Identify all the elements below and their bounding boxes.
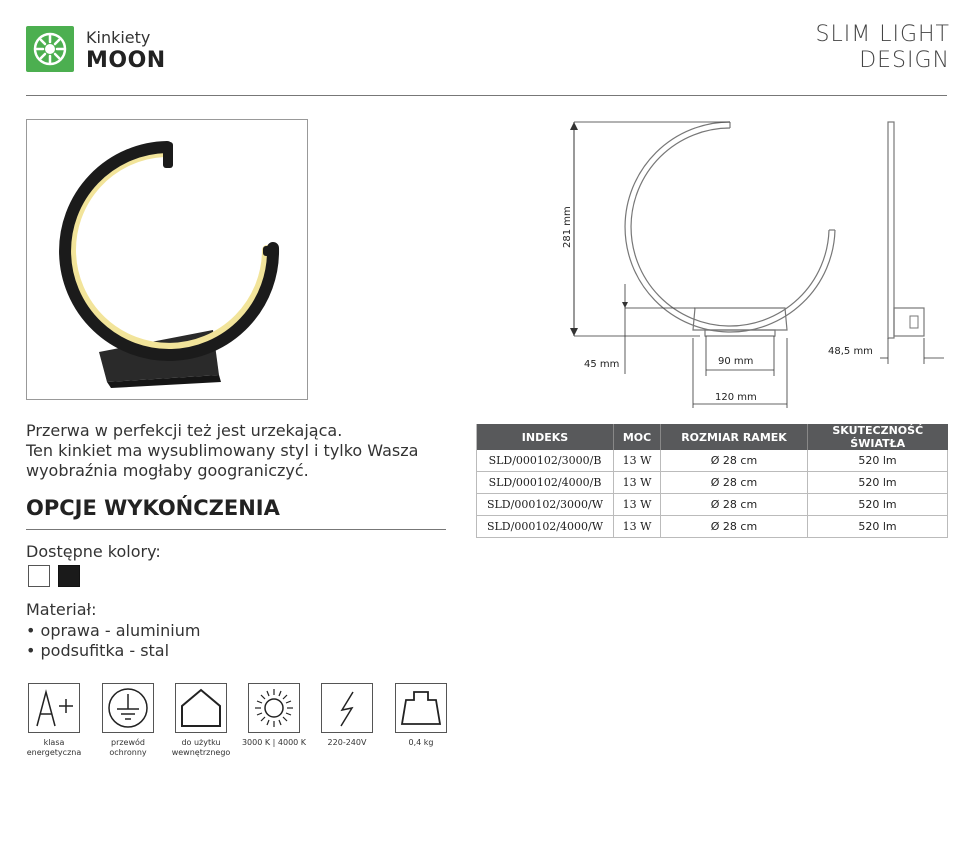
table-cell-index: SLD/000102/4000/B xyxy=(477,472,614,494)
energy-class-caption: klasa energetyczna xyxy=(26,738,82,757)
sun-icon xyxy=(26,26,74,72)
table-cell-efficiency: 520 lm xyxy=(808,516,948,538)
description-line-3: wyobraźnia mogłaby goograniczyć. xyxy=(26,461,309,480)
table-cell-size: Ø 28 cm xyxy=(661,494,808,516)
table-row xyxy=(477,450,948,472)
table-cell-power: 13 W xyxy=(614,450,661,472)
table-cell-index: SLD/000102/3000/W xyxy=(477,494,614,516)
height-dimension-label: 281 mm xyxy=(562,206,573,248)
mount-inner-dimension-label: 90 mm xyxy=(718,356,754,367)
table-header-cell: INDEKS xyxy=(477,424,614,450)
color-temperature-caption: 3000 K | 4000 K xyxy=(241,738,307,747)
mount-outer-dimension-label: 120 mm xyxy=(715,392,757,403)
table-cell-index: SLD/000102/4000/W xyxy=(477,516,614,538)
header-divider xyxy=(26,95,947,96)
voltage-caption: 220-240V xyxy=(327,738,367,747)
indoor-use-icon xyxy=(175,683,227,733)
weight-icon xyxy=(395,683,447,733)
voltage-icon xyxy=(321,683,373,733)
colors-label: Dostępne kolory: xyxy=(26,542,161,561)
indoor-use-caption: do użytku wewnętrznego xyxy=(171,738,231,757)
table-header-row xyxy=(477,424,948,450)
table-row xyxy=(477,472,948,494)
weight-caption: 0,4 kg xyxy=(408,738,434,747)
table-cell-index: SLD/000102/3000/B xyxy=(477,450,614,472)
material-label: Materiał: xyxy=(26,600,97,619)
ground-caption: przewód ochronny xyxy=(109,738,147,757)
table-cell-efficiency: 520 lm xyxy=(808,450,948,472)
color-swatch-white[interactable] xyxy=(28,565,50,587)
table-cell-size: Ø 28 cm xyxy=(661,516,808,538)
material-item: • oprawa - aluminium xyxy=(26,621,201,640)
depth-dimension-label: 48,5 mm xyxy=(828,346,873,357)
brand-logo-line2: DESIGN xyxy=(859,48,950,73)
table-header-cell: SKUTECZNOŚĆ ŚWIATŁA xyxy=(808,424,948,450)
table-cell-efficiency: 520 lm xyxy=(808,472,948,494)
description-line-1: Przerwa w perfekcji też jest urzekająca. xyxy=(26,421,343,440)
ground-icon xyxy=(102,683,154,733)
product-photo xyxy=(26,119,308,400)
category-logo-badge xyxy=(26,26,74,72)
dimension-drawing xyxy=(540,108,960,418)
table-cell-power: 13 W xyxy=(614,472,661,494)
energy-class-icon xyxy=(28,683,80,733)
table-cell-power: 13 W xyxy=(614,516,661,538)
table-header-cell: ROZMIAR RAMEK xyxy=(661,424,808,450)
color-temperature-icon xyxy=(248,683,300,733)
base-offset-dimension-label: 45 mm xyxy=(584,359,620,370)
category-label: Kinkiety xyxy=(86,28,151,47)
color-swatch-black[interactable] xyxy=(58,565,80,587)
description-line-2: Ten kinkiet ma wysublimowany styl i tylko Wasza xyxy=(26,441,419,460)
table-row xyxy=(477,516,948,538)
finish-divider xyxy=(26,529,446,530)
material-item: • podsufitka - stal xyxy=(26,641,170,660)
table-cell-size: Ø 28 cm xyxy=(661,472,808,494)
table-cell-efficiency: 520 lm xyxy=(808,494,948,516)
table-row xyxy=(477,494,948,516)
table-header-cell: MOC xyxy=(614,424,661,450)
table-cell-power: 13 W xyxy=(614,494,661,516)
specification-table xyxy=(476,424,948,538)
table-cell-size: Ø 28 cm xyxy=(661,450,808,472)
product-title: MOON xyxy=(86,48,166,73)
brand-logo-line1: SLIM LIGHT xyxy=(815,22,950,47)
finish-options-heading: OPCJE WYKOŃCZENIA xyxy=(26,496,280,520)
